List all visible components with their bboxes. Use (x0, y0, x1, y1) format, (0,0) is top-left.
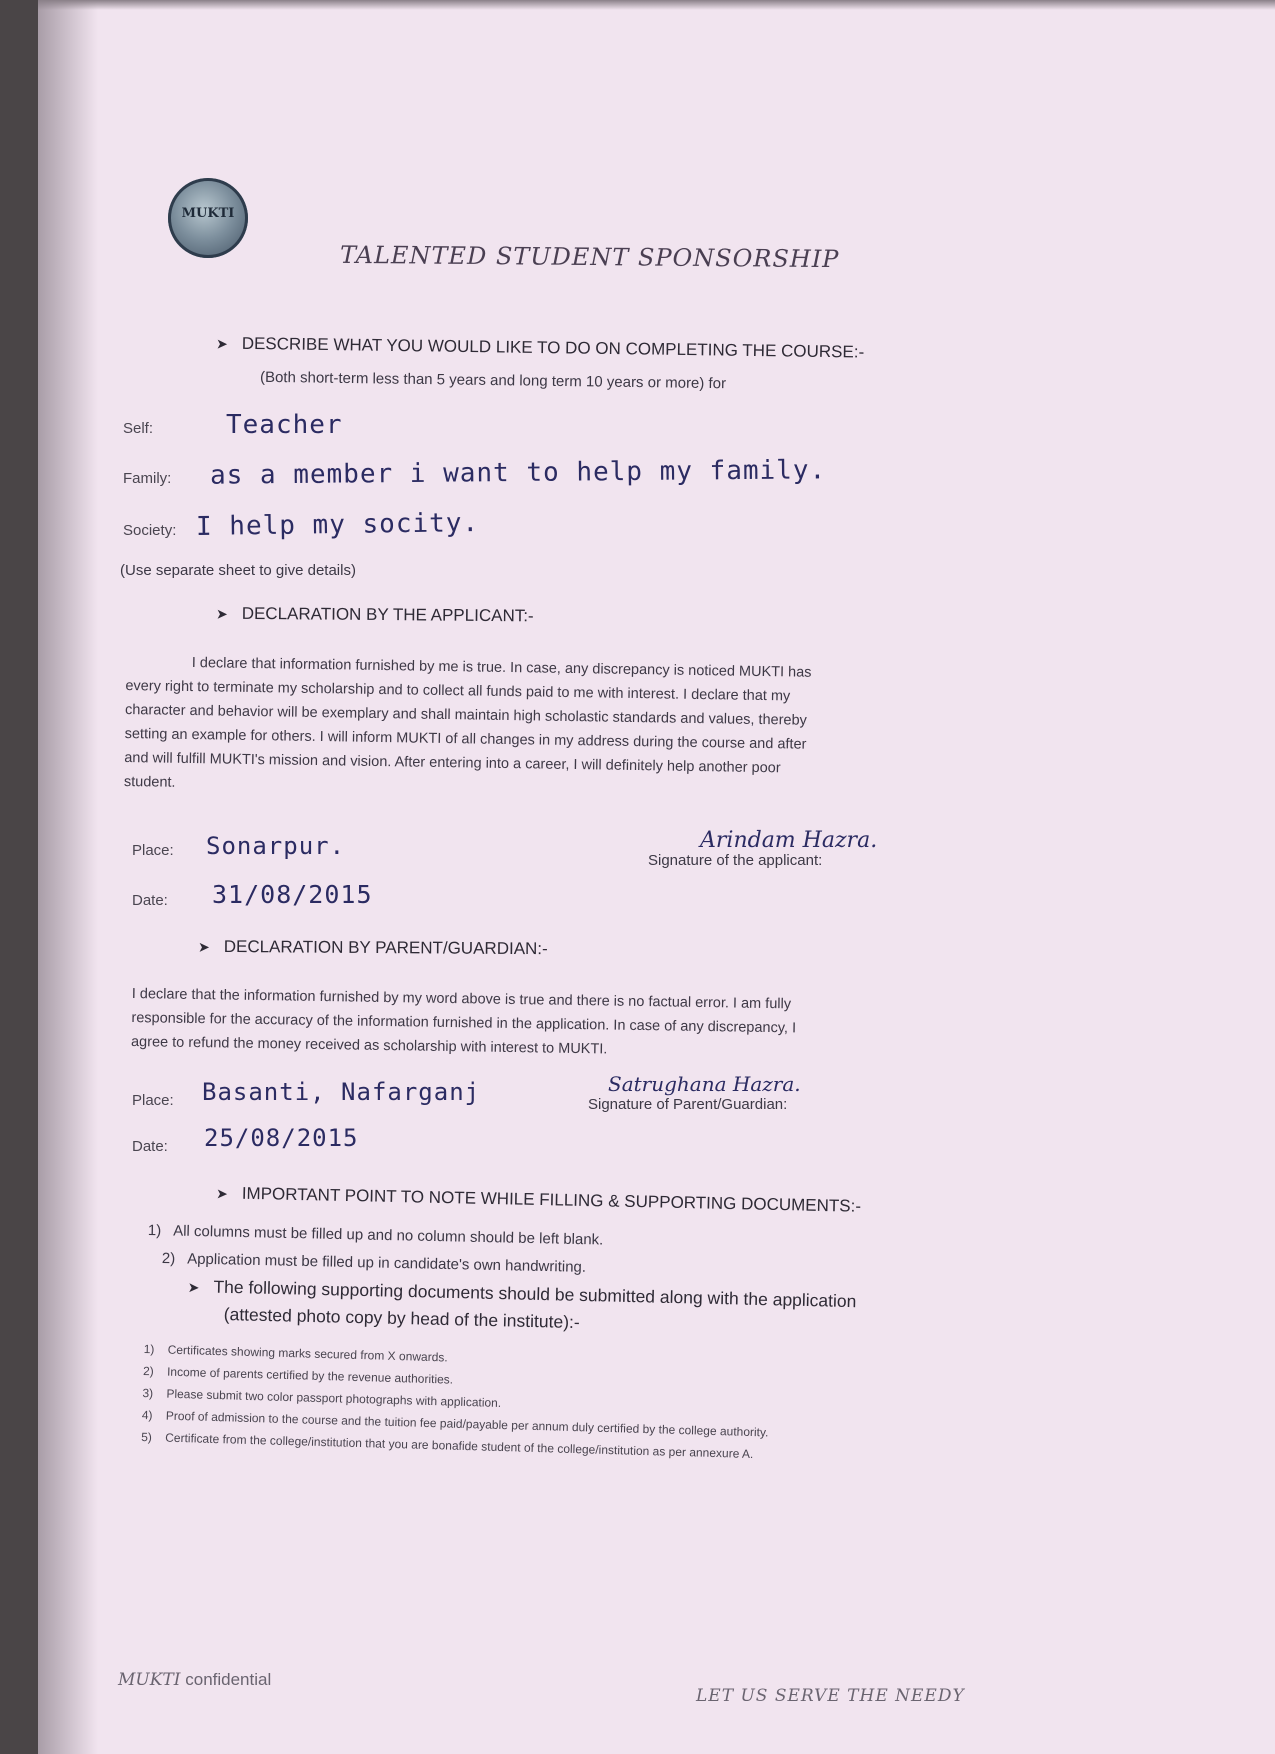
mukti-logo (168, 178, 248, 258)
declaration-line: every right to terminate my scholarship and to collect all funds paid to me with interest. I declare that my (125, 677, 791, 705)
self-label: Self: (123, 420, 154, 437)
applicant-place-value[interactable]: Sonarpur. (206, 832, 346, 860)
society-label: Society: (123, 522, 177, 539)
declaration-line: agree to refund the money received as scholarship with interest to MUKTI. (130, 1033, 608, 1058)
parent-signature: Satrughana Hazra. (608, 1072, 801, 1096)
parent-place-value[interactable]: Basanti, Nafarganj (202, 1078, 481, 1106)
section-heading-text: IMPORTANT POINT TO NOTE WHILE FILLING & SUPPORTING DOCUMENTS:- (241, 1183, 862, 1216)
parent-signature-label: Signature of Parent/Guardian: (588, 1096, 788, 1113)
section-subheading: (Both short-term less than 5 years and long term 10 years or more) for (259, 368, 727, 393)
parent-place-label: Place: (132, 1092, 174, 1109)
arrow-bullet-icon: ➤ (215, 1185, 228, 1202)
arrow-bullet-icon: ➤ (215, 605, 228, 622)
section-heading-important-points (216, 1183, 861, 1217)
doc-number: 5) (141, 1429, 153, 1445)
doc-text: Certificates showing marks secured from X onwards. (167, 1342, 448, 1365)
declaration-line: I declare that the information furnished by my word above is true and there is no factual error. I am fully (131, 985, 792, 1013)
page-top-shadow (38, 0, 1275, 10)
doc-text: Income of parents certified by the revenue authorities. (166, 1364, 454, 1387)
family-answer[interactable]: as a member i want to help my family. (209, 455, 827, 491)
doc-number: 2) (142, 1363, 154, 1379)
declaration-line: responsible for the accuracy of the information furnished in the application. In case of any discrepancy, I (131, 1009, 797, 1037)
doc-number: 1) (143, 1341, 155, 1357)
page-edge-shadow (38, 0, 98, 1754)
family-label: Family: (123, 470, 172, 487)
doc-text: Proof of admission to the course and the tuition fee paid/payable per annum duly certified by the college authority. (165, 1408, 769, 1440)
doc-number: 3) (142, 1385, 154, 1401)
declaration-line: character and behavior will be exemplary and shall maintain high scholastic standards and values, thereby (124, 701, 807, 729)
declaration-line: student. (123, 773, 176, 791)
supporting-docs-heading-text: The following supporting documents should be submitted along with the application (213, 1276, 857, 1312)
section-heading-text: DECLARATION BY THE APPLICANT:- (241, 603, 534, 626)
point-number: 2) (161, 1250, 176, 1268)
important-point-2 (162, 1250, 587, 1276)
point-text: Application must be filled up in candidate's own handwriting. (186, 1250, 587, 1276)
applicant-signature: Arindam Hazra. (700, 828, 878, 853)
footer-tagline: LET US SERVE THE NEEDY (696, 1686, 965, 1706)
section-heading-text: DECLARATION BY PARENT/GUARDIAN:- (223, 936, 548, 959)
parent-declaration-text (131, 982, 797, 1064)
important-point-1 (148, 1222, 604, 1249)
applicant-date-value[interactable]: 31/08/2015 (212, 880, 373, 909)
applicant-date-label: Date: (132, 892, 168, 909)
declaration-line: setting an example for others. I will inform MUKTI of all changes in my address during the course and after (124, 725, 807, 753)
society-answer[interactable]: I help my socity. (195, 508, 480, 542)
separate-sheet-note: (Use separate sheet to give details) (120, 562, 356, 579)
supporting-docs-subheading: (attested photo copy by head of the institute):- (223, 1304, 580, 1333)
applicant-declaration-text (124, 650, 812, 805)
section-heading-applicant-declaration (216, 604, 534, 627)
page-title: TALENTED STUDENT SPONSORSHIP (339, 240, 840, 274)
supporting-docs-list (141, 1338, 771, 1465)
doc-number: 4) (141, 1407, 153, 1423)
arrow-bullet-icon: ➤ (197, 938, 210, 955)
footer-confidential (118, 1670, 271, 1690)
applicant-signature-label: Signature of the applicant: (648, 852, 823, 869)
arrow-bullet-icon: ➤ (187, 1278, 200, 1296)
self-answer[interactable]: Teacher (226, 410, 343, 440)
parent-date-label: Date: (132, 1138, 168, 1155)
declaration-line: and will fulfill MUKTI's mission and vision. After entering into a career, I will definitely help another poor (124, 749, 781, 777)
declaration-line: I declare that information furnished by me is true. In case, any discrepancy is noticed MUKTI has (191, 655, 812, 681)
point-text: All columns must be filled up and no column should be left blank. (172, 1222, 604, 1249)
arrow-bullet-icon: ➤ (215, 335, 228, 352)
footer-brand: MUKTI (118, 1670, 181, 1690)
section-heading-text: DESCRIBE WHAT YOU WOULD LIKE TO DO ON COMPLETING THE COURSE:- (241, 333, 865, 362)
doc-text: Certificate from the college/institution that you are bonafide student of the college/institution as per annexure A. (165, 1430, 754, 1462)
logo-text: MUKTI (181, 206, 235, 221)
doc-text: Please submit two color passport photographs with application. (166, 1386, 502, 1410)
section-heading-parent-declaration (198, 937, 548, 959)
applicant-place-label: Place: (132, 842, 174, 859)
point-number: 1) (147, 1222, 162, 1240)
document-page (38, 0, 1275, 1754)
footer-confidential-text: confidential (185, 1670, 272, 1689)
section-heading-course (216, 333, 864, 362)
parent-date-value[interactable]: 25/08/2015 (204, 1124, 359, 1152)
